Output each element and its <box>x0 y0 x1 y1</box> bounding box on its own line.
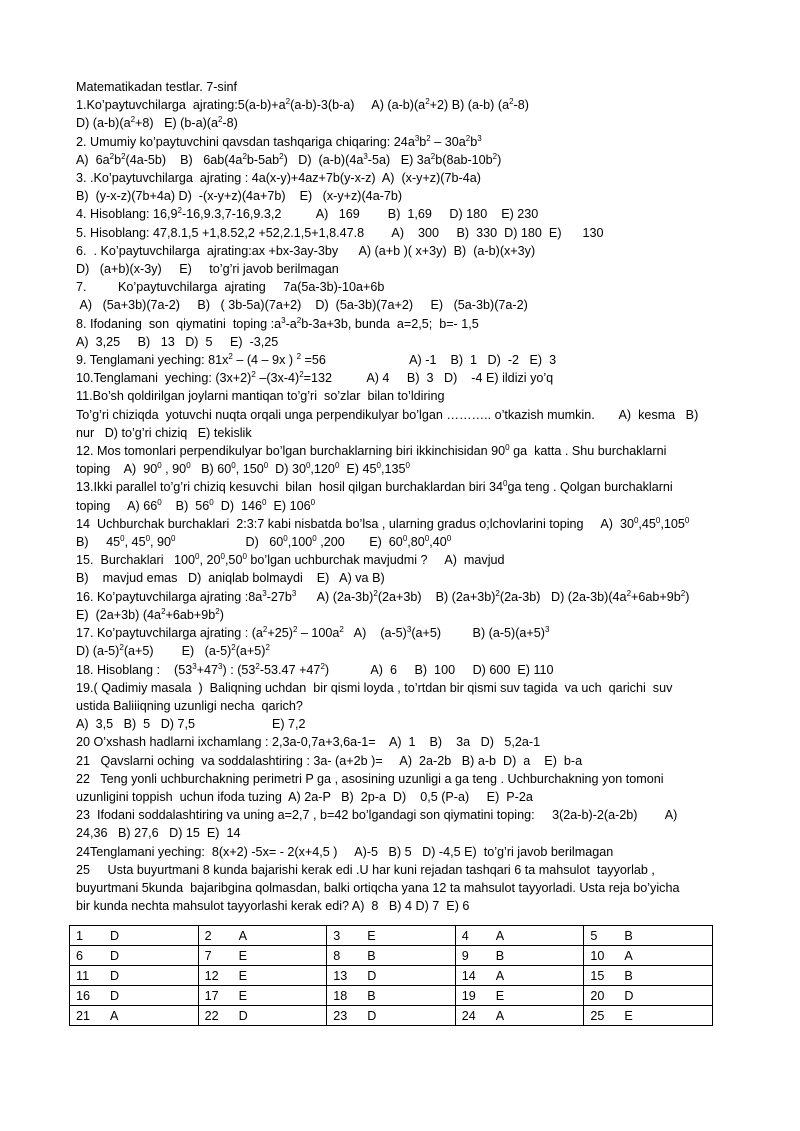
question-number: 17 <box>204 988 219 1003</box>
document-line: 25 Usta buyurtmani 8 kunda bajarishi kerak edi .U har kuni rejadan tashqari 6 ta mahsulot tayyorlab , <box>76 862 655 877</box>
document-line: 2. Umumiy ko’paytuvchini qavsdan tashqariga chiqaring: $24a^3b^2 - 30a^2b^3$ <box>76 133 482 149</box>
document-line: D) $(a-b)(a^2+8)$ E) $(b-a)(a^2-8)$ <box>76 115 238 131</box>
answer-key-table <box>69 925 713 1026</box>
document-line: 21 Qavslarni oching va soddalashtiring : 3a- (a+2b )= A) 2a-2b B) a-b D) a E) b-a <box>76 753 583 768</box>
document-line: 1.Ko’paytuvchilarga $ajrating:5(a-b)+a^2(a-b)-3(b-a)$ A) $(a-b)(a^2+2)$ B) (a-b) $(a^2-8)$ <box>76 97 529 113</box>
answer-letter: D <box>110 988 120 1003</box>
document-line: 24,36 B) 27,6 D) 15 E) 14 <box>76 826 241 841</box>
answer-letter: D <box>624 988 634 1003</box>
document-line: 19.( Qadimiy masala ) Baliqning uchdan bir qismi loyda , to’rtdan bir qismi suv tagida va uch qarichi suv <box>76 680 673 695</box>
document-line: 20 O’xshash hadlarni ixchamlang : 2,3a-0,7a+3,6a-1= A) 1 B) 3a D) 5,2a-1 <box>76 735 541 750</box>
answer-letter: B <box>495 948 505 963</box>
document-line: A) 3,25 B) 13 D) 5 E) -3,25 <box>76 334 279 349</box>
answer-cell <box>455 1006 584 1026</box>
question-number: 3 <box>333 928 341 943</box>
answer-letter: D <box>110 968 120 983</box>
answer-cell <box>584 946 713 966</box>
answer-cell <box>455 946 584 966</box>
question-number: 5 <box>590 928 598 943</box>
document-line: bir kunda nechta mahsulot tayyorlashi kerak edi? A) 8 B) 4 D) 7 E) 6 <box>76 899 470 914</box>
document-line: B) $45^0$, $45^0$, $90^0$ D) $60^0,100^0$ ,200 E) $60^0,80^0,40^0$ <box>76 534 452 550</box>
document-line: 3. .Ko’paytuvchilarga ajrating : 4a(x-y)+4az+7b(y-x-z) A) (x-y+z)(7b-4a) <box>76 171 481 186</box>
question-number: 22 <box>204 1008 219 1023</box>
answer-cell <box>327 986 456 1006</box>
answer-letter: A <box>238 928 247 943</box>
answer-letter: A <box>110 1008 119 1023</box>
question-number: 16 <box>76 988 91 1003</box>
document-line: D) $(a-5)^2(a+5)$ E) $(a-5)^2(a+5)^2$ <box>76 643 270 659</box>
answer-row <box>70 946 713 966</box>
answer-cell <box>198 986 327 1006</box>
document-line: 18. Hisoblang : $(53^3+47^3)$ : $(53^2-53.47 +47^2)$ A) 6 B) 100 D) 600 E) 110 <box>76 661 554 677</box>
answer-letter: A <box>624 948 633 963</box>
document-line: 9. Tenglamani yeching: $81x^2 - (4 - 9x$ ) $^2$ =56 A) -1 B) 1 D) -2 E) 3 <box>76 352 557 368</box>
answer-row <box>70 926 713 946</box>
document-line: B) (y-x-z)(7b+4a) D) -(x-y+z)(4a+7b) E) (x-y+z)(4a-7b) <box>76 189 403 204</box>
document-line: 5. Hisoblang: 47,8.1,5 +1,8.52,2 +52,2.1,5+1,8.47.8 A) 300 B) 330 D) 180 E) 130 <box>76 225 604 240</box>
question-number: 8 <box>333 948 341 963</box>
document-line: 8. Ifodaning son qiymatini toping $:a^3-a^2b-3a+3b$, bunda a=2,5; b=- 1,5 <box>76 315 479 331</box>
question-number: 1 <box>76 928 84 943</box>
answer-letter: D <box>367 1008 377 1023</box>
answer-letter: A <box>495 1008 505 1023</box>
question-number: 14 <box>461 968 476 983</box>
answer-letter: B <box>624 928 633 943</box>
question-number: 19 <box>461 988 476 1003</box>
document-line: 4. Hisoblang: 16,9$^2$-16,9.3,7-16,9.3,2 A) 169 B) 1,69 D) 180 E) 230 <box>76 206 539 222</box>
document-line: 6. . Ko’paytuvchilarga ajrating:ax +bx-3ay-3by A) (a+b )( x+3y) B) (a-b)(x+3y) <box>76 243 536 258</box>
document-line: 24Tenglamani yeching: 8(x+2) -5x= - 2(x+4,5 ) A)-5 B) 5 D) -4,5 E) to’g’ri javob berilmagan <box>76 844 614 859</box>
question-number: 15 <box>590 968 605 983</box>
answer-row <box>70 986 713 1006</box>
answer-cell <box>198 966 327 986</box>
answer-letter: D <box>110 928 120 943</box>
answer-letter: D <box>110 948 120 963</box>
answer-cell <box>584 926 713 946</box>
document-line: 22 Teng yonli uchburchakning perimetri P ga , asosining uzunligi a ga teng . Uchburchakning yon tomoni <box>76 771 664 786</box>
document-line: toping A) $90^0$ , $90^0$ B) $60^0$, $150^0$ D) $30^0,120^0$ E) $45^0,135^0$ <box>76 461 410 477</box>
document-line: B) mavjud emas D) aniqlab bolmaydi E) A) va B) <box>76 571 385 586</box>
question-number: 21 <box>76 1008 91 1023</box>
document-line: nur D) to’g’ri chiziq E) tekislik <box>76 425 252 440</box>
question-number: 4 <box>461 928 469 943</box>
document-line: ustida Baliiiqning uzunligi necha qarich? <box>76 698 303 713</box>
answer-letter: B <box>367 988 376 1003</box>
answer-letter: E <box>495 988 505 1003</box>
answer-letter: E <box>624 1008 633 1023</box>
question-number: 7 <box>204 948 212 963</box>
answer-cell <box>584 986 713 1006</box>
answer-cell <box>198 946 327 966</box>
answer-letter: A <box>495 928 505 943</box>
answer-cell <box>70 946 199 966</box>
question-number: 18 <box>333 988 348 1003</box>
answer-cell <box>198 926 327 946</box>
answer-letter: E <box>238 968 247 983</box>
answer-cell <box>70 1006 199 1026</box>
document-line: uzunligini toppish uchun ifoda tuzing A) 2a-P B) 2p-a D) 0,5 (P-a) E) P-2a <box>76 789 533 804</box>
document-line: 11.Bo’sh qoldirilgan joylarni mantiqan to’g’ri so’zlar bilan to’ldiring <box>76 389 445 404</box>
document-line: D) (a+b)(x-3y) E) to’g’ri javob berilmagan <box>76 262 339 277</box>
answer-cell <box>70 986 199 1006</box>
document-line: 13.Ikki parallel to’g’ri chiziq kesuvchi bilan hosil qilgan burchaklardan biri $34^0ga$ teng . Qolgan burchaklarni <box>76 479 673 495</box>
answer-letter: B <box>367 948 376 963</box>
question-number: 13 <box>333 968 348 983</box>
answer-cell <box>584 966 713 986</box>
question-number: 2 <box>204 928 212 943</box>
answer-letter: A <box>495 968 505 983</box>
answer-cell <box>584 1006 713 1026</box>
answer-letter: E <box>238 988 247 1003</box>
document-line: 15. Burchaklari $100^0$, $20^0,50^0$ bo’lgan uchburchak mavjudmi ? A) mavjud <box>76 552 505 568</box>
question-number: 10 <box>590 948 605 963</box>
test-document <box>76 78 736 915</box>
answer-letter: B <box>624 968 633 983</box>
document-line: A) $6a^2b^2(4a-5b)$ B) $6ab(4a^2b-5ab^2)$ D) $(a-b)(4a^3-5a)$ E) $3a^2b(8ab-10b^2)$ <box>76 151 502 167</box>
document-line: A) 3,5 B) 5 D) 7,5 E) 7,2 <box>76 717 306 732</box>
document-line: 23 Ifodani soddalashtiring va uning a=2,7 , b=42 bo’lgandagi son qiymatini toping: 3(2a-b)-2(a-2b) A) <box>76 808 678 823</box>
document-line: E) (2a+3b) $(4a^2+6ab+9b^2)$ <box>76 606 224 622</box>
document-line: 7. Ko’paytuvchilarga ajrating 7a(5a-3b)-10a+6b <box>76 280 385 295</box>
question-number: 9 <box>461 948 469 963</box>
question-number: 20 <box>590 988 605 1003</box>
document-line: 12. Mos tomonlari perpendikulyar bo’lgan burchaklarning biri ikkinchisidan $90^0$ ga katta . Shu burchaklarni <box>76 443 667 459</box>
answer-cell <box>455 986 584 1006</box>
answer-cell <box>455 926 584 946</box>
answer-cell <box>327 966 456 986</box>
answer-cell <box>327 946 456 966</box>
document-title: Matematikadan testlar. 7-sinf <box>76 80 237 94</box>
question-number: 24 <box>461 1008 476 1023</box>
answer-cell <box>70 926 199 946</box>
document-line: 10.Tenglamani yeching: $(3x+2)^2$ $-(3x-4)^2=132$ A) 4 B) 3 D) -4 E) ildizi yo’q <box>76 370 554 386</box>
document-line: 14 Uchburchak burchaklari 2:3:7 kabi nisbatda bo’lsa , ularning gradus o;lchovlarini toping A) $30^0,45^0,105^0$ <box>76 515 690 531</box>
document-line: To’g’ri chiziqda yotuvchi nuqta orqali unga perpendikulyar bo’lgan ……….. o’tkazish mumkin. A) kesma B) <box>76 407 699 422</box>
answer-letter: E <box>367 928 376 943</box>
answer-cell <box>198 1006 327 1026</box>
question-number: 6 <box>76 948 84 963</box>
answer-cell <box>327 1006 456 1026</box>
question-number: 23 <box>333 1008 348 1023</box>
document-line: A) (5a+3b)(7a-2) B) ( 3b-5a)(7a+2) D) (5a-3b)(7a+2) E) (5a-3b)(7a-2) <box>76 298 528 313</box>
document-line: buyurtmani 5kunda bajaribgina qolmasdan, balki ortiqcha yana 12 ta mahsulot tayyorladi. Usta reja bo’yicha <box>76 880 680 895</box>
answer-letter: D <box>238 1008 248 1023</box>
answer-cell <box>70 966 199 986</box>
answer-row <box>70 1006 713 1026</box>
answer-cell <box>455 966 584 986</box>
question-number: 11 <box>76 968 90 983</box>
document-line: 16. Ko’paytuvchilarga ajrating $:8a^3-27b^3$ A) $(2a-3b)^2(2a+3b)$ B) $(2a+3b)^2(2a-3b)$ D) $(2a-3b)(4a^2+6ab+9b^2)$ <box>76 588 690 604</box>
answer-letter: E <box>238 948 247 963</box>
answer-letter: D <box>367 968 377 983</box>
document-line: 17. Ko’paytuvchilarga ajrating : $(a^2+25)^2 - 100a^2$ A) $(a-5)^3(a+5)$ B) $(a-5)(a+5)^3$ <box>76 625 550 641</box>
answer-cell <box>327 926 456 946</box>
question-number: 12 <box>204 968 219 983</box>
document-line: toping A) $66^0$ B) $56^0$ D) $146^0$ E) $106^0$ <box>76 497 316 513</box>
question-number: 25 <box>590 1008 605 1023</box>
answer-row <box>70 966 713 986</box>
